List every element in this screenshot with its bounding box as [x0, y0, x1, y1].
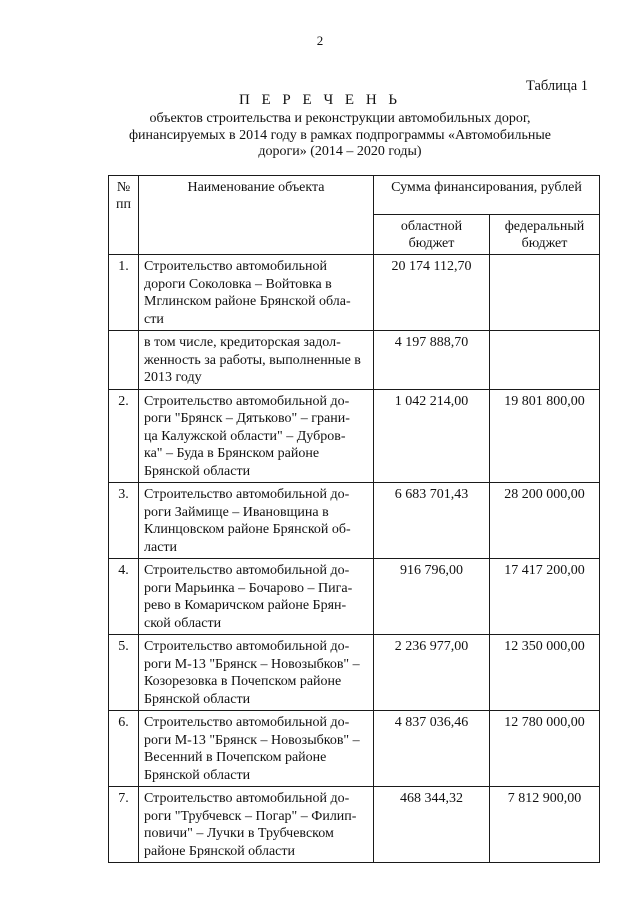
object-name-line: Брянской области [144, 767, 251, 783]
header-number-line: пп [116, 197, 131, 212]
table-body [109, 255, 600, 863]
row-federal-amount: 12 780 000,00 [490, 711, 600, 787]
document-subtitle [110, 111, 570, 161]
table-row [109, 331, 600, 390]
header-regional-line: областной [400, 219, 463, 234]
row-object-name [139, 559, 374, 635]
row-number: 3. [109, 483, 139, 559]
object-name-line: Строительство автомобильной до- [144, 393, 350, 409]
object-name-line: Брянской области [144, 463, 251, 479]
row-object-name [139, 255, 374, 331]
table-row [109, 559, 600, 635]
row-object-name [139, 483, 374, 559]
row-regional-amount: 1 042 214,00 [374, 389, 490, 483]
object-name-line: Строительство автомобильной до- [144, 487, 350, 502]
object-name-line: роги "Трубчевск – Погар" – Филип- [144, 808, 357, 824]
row-number [109, 331, 139, 390]
row-object-name [139, 787, 374, 863]
row-object-name [139, 711, 374, 787]
table-row [109, 389, 600, 483]
table-row [109, 635, 600, 711]
row-object-name [139, 635, 374, 711]
subtitle-line: финансируемых в 2014 году в рамках подпрограммы «Автомобильные [128, 127, 552, 143]
row-regional-amount: 6 683 701,43 [374, 483, 490, 559]
document-title: П Е Р Е Ч Е Н Ь [238, 92, 402, 108]
object-name-line: рево в Комаричском районе Брян- [144, 598, 347, 613]
table-header-row [109, 176, 600, 215]
object-name-line: женность за работы, выполненные в [144, 352, 361, 368]
object-name-line: районе Брянской области [144, 843, 295, 859]
object-name-line: ласти [144, 539, 178, 555]
object-name-line: Брянской области [144, 691, 251, 707]
table-row [109, 483, 600, 559]
row-regional-amount: 4 197 888,70 [374, 331, 490, 390]
row-number: 6. [109, 711, 139, 787]
object-name-line: Строительство автомобильной до- [144, 715, 350, 730]
row-regional-amount: 2 236 977,00 [374, 635, 490, 711]
header-number-line: № [116, 180, 131, 195]
object-name-line: роги М-13 "Брянск – Новозыбков" – [144, 732, 360, 748]
row-object-name [139, 331, 374, 390]
header-funding-sum: Сумма финансирования, рублей [374, 176, 600, 215]
row-federal-amount: 17 417 200,00 [490, 559, 600, 635]
row-regional-amount: 20 174 112,70 [374, 255, 490, 331]
object-name-line: Козорезовка в Почепском районе [144, 674, 342, 689]
object-name-line: роги "Брянск – Дятьково" – грани- [144, 411, 350, 426]
object-name-line: Строительство автомобильной до- [144, 639, 350, 654]
object-name-line: Строительство автомобильной до- [144, 563, 350, 578]
row-number: 7. [109, 787, 139, 863]
object-name-line: сти [144, 311, 164, 327]
object-name-line: 2013 году [144, 370, 202, 385]
row-number: 4. [109, 559, 139, 635]
row-federal-amount: 12 350 000,00 [490, 635, 600, 711]
table-row [109, 787, 600, 863]
table-label: Таблица 1 [525, 78, 588, 94]
table-row [109, 711, 600, 787]
object-name-line: роги М-13 "Брянск – Новозыбков" – [144, 656, 360, 672]
row-regional-amount: 4 837 036,46 [374, 711, 490, 787]
page-number: 2 [316, 33, 324, 48]
row-federal-amount: 7 812 900,00 [490, 787, 600, 863]
object-name-line: в том числе, кредиторская задол- [144, 335, 341, 350]
header-federal-budget [490, 215, 600, 255]
funding-table [108, 175, 600, 863]
header-regional-budget [374, 215, 490, 255]
table-row [109, 255, 600, 331]
subtitle-line: дороги» (2014 – 2020 годы) [258, 144, 422, 159]
object-name-line: Весенний в Почепском районе [144, 750, 327, 765]
header-number [109, 176, 139, 255]
object-name-line: Строительство автомобильной до- [144, 791, 350, 806]
row-object-name [139, 389, 374, 483]
object-name-line: дороги Соколовка – Войтовка в [144, 276, 332, 292]
row-federal-amount [490, 255, 600, 331]
header-federal-line: бюджет [521, 236, 568, 251]
header-object-name: Наименование объекта [139, 176, 374, 255]
row-federal-amount: 28 200 000,00 [490, 483, 600, 559]
object-name-line: ца Калужской области" – Дубров- [144, 428, 346, 444]
object-name-line: ской области [144, 615, 222, 631]
object-name-line: Мглинском районе Брянской обла- [144, 294, 351, 309]
object-name-line: повичи" – Лучки в Трубчевском [144, 826, 334, 841]
header-federal-line: федеральный [504, 219, 585, 234]
row-regional-amount: 468 344,32 [374, 787, 490, 863]
row-number: 1. [109, 255, 139, 331]
object-name-line: роги Марьинка – Бочарово – Пига- [144, 580, 353, 596]
object-name-line: Строительство автомобильной [144, 259, 327, 274]
row-number: 2. [109, 389, 139, 483]
row-federal-amount: 19 801 800,00 [490, 389, 600, 483]
header-regional-line: бюджет [408, 236, 455, 251]
object-name-line: роги Займище – Ивановщина в [144, 504, 329, 520]
row-regional-amount: 916 796,00 [374, 559, 490, 635]
object-name-line: Клинцовском районе Брянской об- [144, 522, 351, 537]
object-name-line: ка" – Буда в Брянском районе [144, 446, 320, 461]
row-number: 5. [109, 635, 139, 711]
row-federal-amount [490, 331, 600, 390]
subtitle-line: объектов строительства и реконструкции автомобильных дорог, [149, 111, 531, 126]
